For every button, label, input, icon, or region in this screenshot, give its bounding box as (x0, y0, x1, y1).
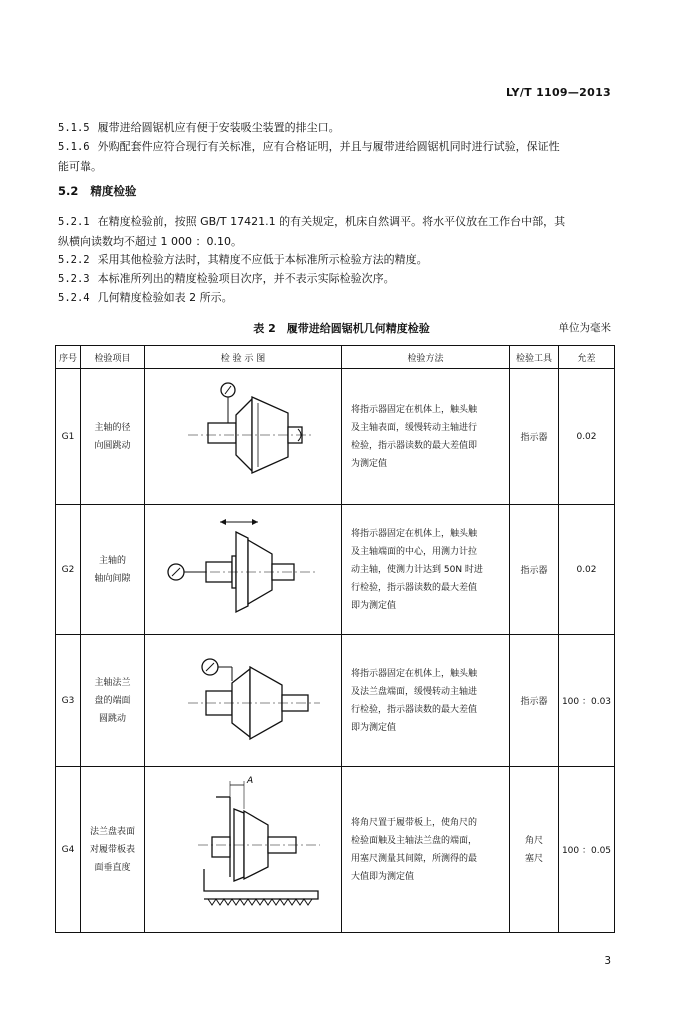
header-tolerance: 允差 (559, 346, 615, 369)
clause-text: 外购配套件应符合现行有关标准，应有合格证明，并且与履带进给圆锯机同时进行试验，保证性 (97, 140, 560, 153)
inspection-method (342, 635, 510, 767)
clause-5-2-2 (58, 250, 618, 270)
item-line: 面垂直度 (94, 862, 131, 873)
tolerance: 0.02 (559, 505, 615, 635)
method-line: 为测定值 (351, 458, 388, 469)
clause-number: 5.2.2 (58, 254, 90, 266)
clause-text: 在精度检验前，按照 GB/T 17421.1 的有关规定，机床自然调平。将水平仪放在工作台中部，其 (97, 215, 566, 228)
spindle-radial-runout-diagram (148, 375, 338, 495)
method-line: 检验面触及主轴法兰盘的端面， (351, 835, 478, 846)
tool-line: 指示器 (520, 566, 548, 576)
item-line: 主轴法兰 (94, 677, 131, 688)
clause-text-continued: 能可靠。 (58, 160, 102, 173)
item-line: 对履带板表 (89, 844, 135, 855)
tolerance: 100 ：0.05 (559, 767, 615, 933)
spindle-axial-clearance-diagram (148, 508, 338, 628)
header-tool: 检验工具 (510, 346, 559, 369)
standard-number: LY/T 1109—2013 (505, 86, 611, 99)
clause-5-2-1 (58, 212, 618, 251)
method-line: 即为测定值 (351, 722, 397, 733)
item-line: 圆跳动 (98, 713, 126, 724)
table-caption: 表 2 履带进给圆锯机几何精度检验 (253, 322, 430, 335)
method-line: 检验，指示器读数的最大差值即 (351, 440, 478, 451)
tolerance: 100 ：0.03 (559, 635, 615, 767)
table-unit: 单位为毫米 (558, 322, 611, 334)
method-line: 将指示器固定在机体上，触头触 (351, 404, 478, 415)
header-seq: 序号 (56, 346, 81, 369)
diagram-cell (145, 505, 342, 635)
table-header-row (56, 346, 615, 369)
row-id: G4 (56, 767, 81, 933)
clause-number: 5.2.4 (58, 292, 90, 304)
flange-face-runout-diagram (148, 639, 338, 759)
method-line: 行检验，指示器读数的最大差值 (351, 582, 478, 593)
method-line: 及主轴表面，缓慢转动主轴进行 (351, 422, 478, 433)
clause-number: 5.1.5 (58, 122, 90, 134)
clause-5-2-4 (58, 288, 618, 308)
clause-text: 采用其他检验方法时，其精度不应低于本标准所示检验方法的精度。 (97, 253, 428, 266)
clause-number: 5.1.6 (58, 141, 90, 153)
tool-line: 指示器 (520, 697, 548, 707)
method-line: 及主轴端面的中心，用测力计拉 (351, 546, 478, 557)
inspection-tool (510, 505, 559, 635)
clause-5-1-5 (58, 118, 618, 138)
row-id: G3 (56, 635, 81, 767)
inspection-item (81, 635, 145, 767)
clause-text: 本标准所列出的精度检验项目次序，并不表示实际检验次序。 (97, 272, 395, 285)
method-line: 即为测定值 (351, 600, 397, 611)
item-line: 向圆跳动 (94, 440, 131, 451)
inspection-tool (510, 369, 559, 505)
inspection-method (342, 505, 510, 635)
diagram-cell (145, 635, 342, 767)
inspection-method (342, 767, 510, 933)
precision-inspection-table (55, 345, 615, 933)
clause-number: 5.2.1 (58, 216, 90, 228)
row-id: G2 (56, 505, 81, 635)
clause-number: 5.2.3 (58, 273, 90, 285)
diagram-cell (145, 369, 342, 505)
section-number: 5.2 (58, 184, 79, 198)
method-line: 动主轴，使测力计达到 50N 时进 (351, 564, 483, 575)
tolerance: 0.02 (559, 369, 615, 505)
tool-line: 塞尺 (524, 853, 543, 864)
item-line: 盘的端面 (94, 695, 131, 706)
inspection-item (81, 369, 145, 505)
item-line: 轴向间隙 (94, 573, 131, 584)
page-number: 3 (604, 955, 611, 967)
clause-text: 几何精度检验如表 2 所示。 (97, 291, 233, 304)
method-line: 将指示器固定在机体上，触头触 (351, 668, 478, 679)
table-row (56, 767, 615, 933)
inspection-tool (510, 635, 559, 767)
method-line: 将指示器固定在机体上，触头触 (351, 528, 478, 539)
method-line: 用塞尺测量其间隙，所测得的最 (351, 853, 478, 864)
clause-5-2-3 (58, 269, 618, 289)
inspection-method (342, 369, 510, 505)
tool-line: 角尺 (524, 835, 543, 846)
header-diagram: 检 验 示 图 (145, 346, 342, 369)
header-item: 检验项目 (81, 346, 145, 369)
inspection-tool (510, 767, 559, 933)
table-row (56, 505, 615, 635)
method-line: 大值即为测定值 (351, 871, 415, 882)
method-line: 及法兰盘端面，缓慢转动主轴进 (351, 686, 478, 697)
tool-line: 指示器 (520, 433, 548, 443)
item-line: 法兰盘表面 (89, 826, 135, 837)
header-method: 检验方法 (342, 346, 510, 369)
section-heading (58, 183, 136, 199)
diagram-cell (145, 767, 342, 933)
clause-text-continued: 纵横向读数均不超过 1 000 ：0.10。 (58, 235, 242, 248)
clause-5-1-6 (58, 137, 618, 176)
inspection-item (81, 505, 145, 635)
item-line: 主轴的径 (94, 422, 131, 433)
method-line: 行检验，指示器读数的最大差值 (351, 704, 478, 715)
inspection-item (81, 767, 145, 933)
method-line: 将角尺置于履带板上，使角尺的 (351, 817, 478, 828)
clause-text: 履带进给圆锯机应有便于安装吸尘装置的排尘口。 (97, 121, 340, 134)
section-title: 精度检验 (90, 184, 137, 198)
table-row (56, 369, 615, 505)
dimension-label: A (247, 776, 254, 786)
row-id: G1 (56, 369, 81, 505)
flange-perpendicularity-diagram (148, 773, 338, 923)
table-row (56, 635, 615, 767)
item-line: 主轴的 (98, 555, 126, 566)
